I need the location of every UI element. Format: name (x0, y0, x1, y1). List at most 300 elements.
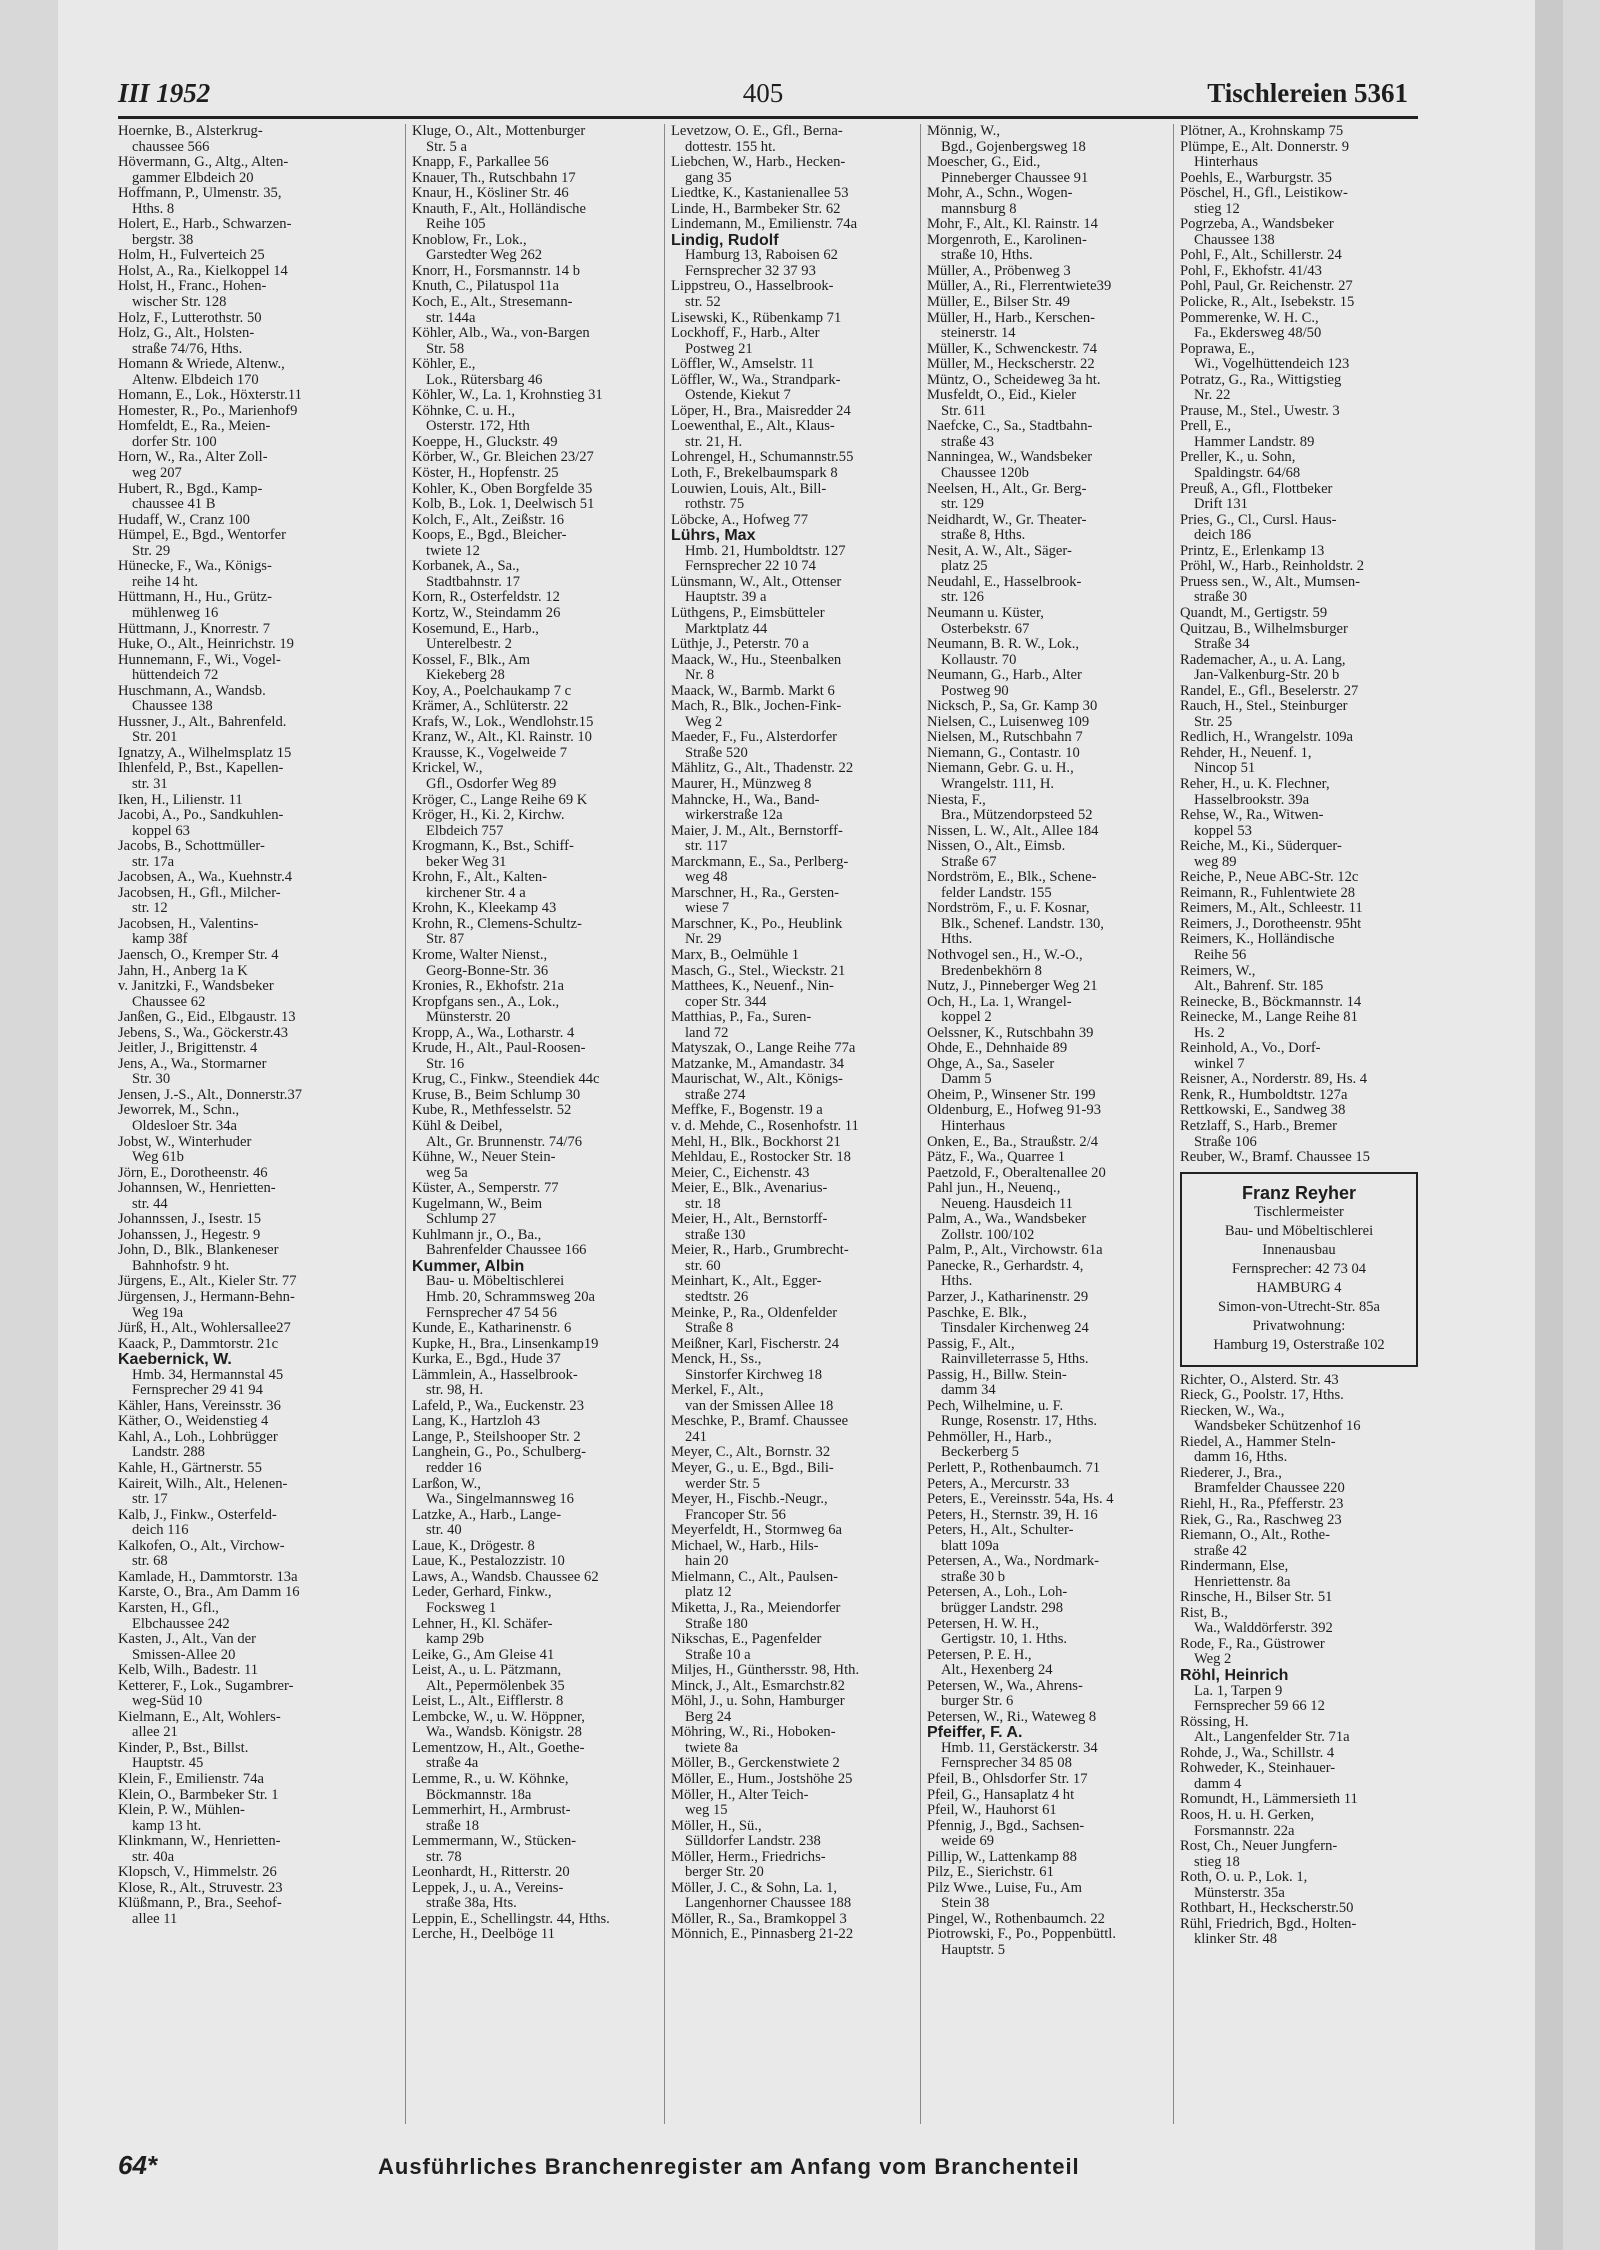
listing-entry: Pröhl, W., Harb., Reinholdstr. 2 (1180, 559, 1365, 575)
listing-continuation: Sinstorfer Kirchweg 18 (685, 1367, 822, 1383)
listing-entry: Petersen, H. W. H., (927, 1616, 1039, 1632)
listing-entry: Lemmerhirt, H., Armbrust- (412, 1803, 571, 1819)
listing-entry: Lüthje, J., Peterstr. 70 a (671, 637, 809, 653)
listing-entry: Johannssen, J., Isestr. 15 (118, 1212, 262, 1228)
listing-continuation: Fernsprecher 22 10 74 (685, 559, 816, 575)
listing-entry: Möller, J. C., & Sohn, La. 1, (671, 1880, 838, 1896)
listing-entry: Meyer, G., u. E., Bgd., Bili- (671, 1461, 834, 1477)
listing-entry: Jensen, J.-S., Alt., Donnerstr.37 (118, 1087, 303, 1103)
listing-entry: Lerche, H., Deelböge 11 (412, 1927, 555, 1943)
listing-entry: Koch, E., Alt., Stresemann- (412, 295, 573, 311)
listing-entry: Klein, P. W., Mühlen- (118, 1803, 245, 1819)
listing-continuation: Osterbekstr. 67 (941, 621, 1030, 637)
listing-entry: Krämer, A., Schlüterstr. 22 (412, 699, 569, 715)
listing-entry: Maack, W., Barmb. Markt 6 (671, 683, 835, 699)
listing-entry: Prause, M., Stel., Uwestr. 3 (1180, 403, 1340, 419)
listing-entry: Moescher, G., Eid., (927, 155, 1041, 171)
listing-entry: Lembcke, W., u. W. Höppner, (412, 1709, 585, 1725)
listing-continuation: Bra., Mützendorpsteed 52 (941, 808, 1093, 824)
listing-entry: Maurer, H., Münzweg 8 (671, 776, 812, 792)
listing-continuation: reihe 14 ht. (132, 574, 199, 590)
listing-entry: Möller, Herm., Friedrichs- (671, 1849, 826, 1865)
listing-entry: Peters, E., Vereinsstr. 54a, Hs. 4 (927, 1492, 1114, 1508)
listing-continuation: str. 18 (685, 1196, 721, 1212)
listing-continuation: stedtstr. 26 (685, 1290, 749, 1306)
listing-entry: Köster, H., Hopfenstr. 25 (412, 466, 559, 482)
listing-continuation: hüttendeich 72 (132, 668, 219, 684)
listing-entry: Mach, R., Blk., Jochen-Fink- (671, 699, 842, 715)
listing-continuation: Alt., Gr. Brunnenstr. 74/76 (426, 1134, 583, 1150)
listing-continuation: weg-Süd 10 (132, 1694, 203, 1710)
listing-continuation: damm 4 (1194, 1776, 1242, 1792)
listing-name-bold: Lührs, Max (671, 528, 756, 544)
listing-entry: Larßon, W., (412, 1476, 481, 1492)
listing-entry: Miljes, H., Günthersstr. 98, Hth. (671, 1663, 860, 1679)
listing-entry: Leist, A., u. L. Pätzmann, (412, 1663, 562, 1679)
listing-entry: Riek, G., Ra., Raschweg 23 (1180, 1512, 1342, 1528)
listing-continuation: str. 52 (685, 295, 721, 311)
listing-entry: Ohde, E., Dehnhaide 89 (927, 1041, 1068, 1057)
ad-line: Fernsprecher: 42 73 04 (1231, 1260, 1367, 1277)
listing-entry: Panecke, R., Gerhardstr. 4, (927, 1258, 1084, 1274)
listing-continuation: Straße 10 a (685, 1647, 751, 1663)
listing-entry: Krohn, K., Kleekamp 43 (412, 901, 557, 917)
listing-entry: Ketterer, F., Lok., Sugambrer- (118, 1678, 294, 1694)
listing-continuation: Hths. 8 (132, 201, 175, 217)
header-section-title: Tischlereien 5361 (1207, 78, 1408, 108)
listing-entry: Reimers, J., Dorotheenstr. 95ht (1180, 916, 1362, 932)
listing-entry: Koops, E., Bgd., Bleicher- (412, 528, 567, 544)
listing-entry: Klopsch, V., Himmelstr. 26 (118, 1865, 277, 1881)
listing-entry: Louwien, Louis, Alt., Bill- (671, 481, 827, 497)
listing-entry: Rist, B., (1180, 1605, 1228, 1621)
listing-continuation: kamp 13 ht. (132, 1818, 202, 1834)
listing-continuation: Weg 19a (132, 1305, 184, 1321)
listing-entry: Kronies, R., Ekhofstr. 21a (412, 979, 565, 995)
listing-continuation: Schlump 27 (426, 1212, 497, 1228)
listing-continuation: str. 68 (132, 1554, 168, 1570)
listing-entry: Nielsen, C., Luisenweg 109 (927, 714, 1090, 730)
listing-continuation: twiete 8a (685, 1740, 739, 1756)
listing-entry: Reinhold, A., Vo., Dorf- (1180, 1041, 1321, 1057)
listing-entry: Mönnig, W., (927, 124, 1000, 139)
listing-continuation: Spaldingstr. 64/68 (1194, 466, 1301, 482)
listing-continuation: wirkerstraße 12a (685, 808, 783, 824)
listing-entry: Matzanke, M., Amandastr. 34 (671, 1056, 845, 1072)
listing-entry: Potratz, G., Ra., Wittigstieg (1180, 372, 1342, 388)
listing-entry: Meffke, F., Bogenstr. 19 a (671, 1103, 823, 1119)
listing-entry: Rehder, H., Neuenf. 1, (1180, 745, 1312, 761)
listing-entry: Riecken, W., Wa., (1180, 1403, 1285, 1419)
listing-continuation: Fernsprecher 32 37 93 (685, 263, 816, 279)
listing-entry: Palm, A., Wa., Wandsbeker (927, 1212, 1087, 1228)
listing-continuation: platz 25 (941, 559, 988, 575)
listing-entry: Rost, Ch., Neuer Jungfern- (1180, 1839, 1338, 1855)
listing-entry: Jürgensen, J., Hermann-Behn- (118, 1290, 295, 1306)
listing-continuation: Kollaustr. 70 (941, 652, 1017, 668)
listing-entry: Policke, R., Alt., Isebekstr. 15 (1180, 295, 1355, 311)
listing-continuation: Fernsprecher 59 66 12 (1194, 1699, 1325, 1715)
listing-entry: Kielmann, E., Alt, Wohlers- (118, 1709, 281, 1725)
listing-continuation: Garstedter Weg 262 (426, 248, 543, 264)
listing-entry: Hümpel, E., Bgd., Wentorfer (118, 528, 286, 544)
listing-entry: Reinecke, B., Böckmannstr. 14 (1180, 994, 1362, 1010)
listing-entry: Riemann, O., Alt., Rothe- (1180, 1528, 1330, 1544)
listing-entry: Mehldau, E., Rostocker Str. 18 (671, 1150, 851, 1166)
listing-continuation: str. 44 (132, 1196, 168, 1212)
listing-entry: Krafs, W., Lok., Wendlohstr.15 (412, 714, 594, 730)
listing-continuation: kirchener Str. 4 a (426, 885, 526, 901)
listing-entry: Nordström, F., u. F. Kosnar, (927, 901, 1090, 917)
listing-entry: Kröger, H., Ki. 2, Kirchw. (412, 808, 565, 824)
listing-entry: Och, H., La. 1, Wrangel- (927, 994, 1072, 1010)
listing-entry: Meyer, C., Alt., Bornstr. 32 (671, 1445, 831, 1461)
listing-entry: Müller, K., Schwenckestr. 74 (927, 341, 1098, 357)
listing-continuation: brügger Landstr. 298 (941, 1600, 1063, 1616)
listing-entry: Palm, P., Alt., Virchowstr. 61a (927, 1243, 1103, 1259)
listing-entry: Mehl, H., Blk., Bockhorst 21 (671, 1134, 841, 1150)
ad-business-name: Franz Reyher (1241, 1182, 1357, 1203)
listing-entry: Lafeld, P., Wa., Euckenstr. 23 (412, 1398, 585, 1414)
listing-entry: Holz, F., Lutterothstr. 50 (118, 310, 262, 326)
listing-entry: Niesta, F., (927, 792, 986, 808)
listing-continuation: koppel 53 (1194, 823, 1252, 839)
listing-entry: Nothvogel sen., H., W.-O., (927, 947, 1083, 963)
listing-continuation: wiese 7 (685, 901, 730, 917)
ad-line: Privatwohnung: (1252, 1317, 1346, 1334)
listing-entry: Oelssner, K., Rutschbahn 39 (927, 1025, 1094, 1041)
listing-entry: Marckmann, E., Sa., Perlberg- (671, 854, 849, 870)
listing-continuation: weg 207 (132, 466, 182, 482)
listing-continuation: mühlenweg 16 (132, 605, 219, 621)
listing-entry: Lüthgens, P., Eimsbütteler (671, 605, 825, 621)
listing-continuation: Bramfelder Chaussee 220 (1194, 1481, 1345, 1497)
listing-entry: Müller, A., Pröbenweg 3 (927, 263, 1071, 279)
listing-entry: Lehner, H., Kl. Schäfer- (412, 1616, 553, 1632)
directory-page (58, 0, 1563, 2250)
listing-entry: Klinkmann, W., Henrietten- (118, 1834, 281, 1850)
listing-entry: Köhler, Alb., Wa., von-Bargen (412, 326, 590, 342)
listing-entry: Rehse, W., Ra., Witwen- (1180, 808, 1324, 824)
listing-entry: Nesit, A. W., Alt., Säger- (927, 543, 1072, 559)
listing-entry: Mielmann, C., Alt., Paulsen- (671, 1569, 839, 1585)
listing-continuation: str. 126 (941, 590, 984, 606)
listing-entry: Naefcke, C., Sa., Stadtbahn- (927, 419, 1093, 435)
listing-entry: Hüttmann, J., Knorrestr. 7 (118, 621, 271, 637)
listing-entry: Loth, F., Brekelbaumspark 8 (671, 466, 838, 482)
listing-continuation: land 72 (685, 1025, 729, 1041)
listing-entry: Kruse, B., Beim Schlump 30 (412, 1087, 581, 1103)
listing-entry: Petersen, A., Wa., Nordmark- (927, 1554, 1100, 1570)
listing-entry: Lockhoff, F., Harb., Alter (671, 326, 820, 342)
listing-entry: Krug, C., Finkw., Steendiek 44c (412, 1072, 600, 1088)
listing-continuation: straße 130 (685, 1227, 746, 1243)
scan-edge (1535, 0, 1563, 2250)
listing-entry: Neidhardt, W., Gr. Theater- (927, 512, 1087, 528)
listing-continuation: Drift 131 (1194, 497, 1248, 513)
ad-line: Bau- und Möbeltischlerei (1224, 1222, 1374, 1239)
listing-entry: Randel, E., Gfl., Beselerstr. 27 (1180, 683, 1359, 699)
listing-entry: Menck, H., Ss., (671, 1352, 762, 1368)
listing-continuation: van der Smissen Allee 18 (685, 1398, 834, 1414)
listing-continuation: Böckmannstr. 18a (426, 1787, 532, 1803)
listing-entry: Kühl & Deibel, (412, 1119, 503, 1134)
listing-continuation: Hauptstr. 5 (941, 1942, 1006, 1958)
listing-continuation: str. 31 (132, 776, 168, 792)
listing-entry: Quandt, M., Gertigstr. 59 (1180, 605, 1328, 621)
listing-entry: Holz, G., Alt., Holsten- (118, 326, 255, 342)
listing-continuation: str. 40 (426, 1523, 462, 1539)
listing-continuation: Alt., Langenfelder Str. 71a (1194, 1730, 1350, 1746)
listing-entry: Löffler, W., Amselstr. 11 (671, 357, 815, 373)
listing-entry: Kolch, F., Alt., Zeißstr. 16 (412, 512, 565, 528)
listing-continuation: Hauptstr. 45 (132, 1756, 204, 1772)
listing-entry: Jacobsen, A., Wa., Kuehnstr.4 (118, 870, 293, 886)
listing-entry: Reinecke, M., Lange Reihe 81 (1180, 1010, 1358, 1026)
listing-continuation: Weg 2 (685, 714, 723, 730)
listing-entry: Plümpe, E., Alt. Donnerstr. 9 (1180, 139, 1350, 155)
listing-continuation: redder 16 (426, 1461, 482, 1477)
listing-entry: Kamlade, H., Dammtorstr. 13a (118, 1569, 298, 1585)
listing-entry: Kalkofen, O., Alt., Virchow- (118, 1538, 285, 1554)
listing-entry: Hubert, R., Bgd., Kamp- (118, 481, 263, 497)
listing-entry: Rettkowski, E., Sandweg 38 (1180, 1103, 1346, 1119)
listing-entry: Knauer, Th., Rutschbahn 17 (412, 170, 576, 186)
listing-entry: Hunnemann, F., Wi., Vogel- (118, 652, 281, 668)
listing-entry: Ohge, A., Sa., Saseler (927, 1056, 1055, 1072)
listing-continuation: Beckerberg 5 (941, 1445, 1019, 1461)
listing-entry: Müntz, O., Scheideweg 3a ht. (927, 372, 1101, 388)
listing-continuation: Marktplatz 44 (685, 621, 768, 637)
listing-continuation: Hths. (941, 1274, 973, 1290)
listing-continuation: str. 129 (941, 497, 984, 513)
listing-continuation: Chaussee 120b (941, 466, 1029, 482)
listing-continuation: Hamburg 13, Raboisen 62 (685, 248, 838, 264)
listing-continuation: Bau- u. Möbeltischlerei (426, 1274, 565, 1290)
listing-continuation: straße 74/76, Hths. (132, 341, 243, 357)
listing-entry: Leppek, J., u. A., Vereins- (412, 1880, 564, 1896)
listing-entry: Laue, K., Drögestr. 8 (412, 1538, 535, 1554)
listing-entry: Rieck, G., Poolstr. 17, Hths. (1180, 1388, 1344, 1404)
listing-continuation: str. 17 (132, 1492, 168, 1508)
listing-entry: Krude, H., Alt., Paul-Roosen- (412, 1041, 586, 1057)
listing-entry: Kranz, W., Alt., Kl. Rainstr. 10 (412, 730, 592, 746)
listing-name-bold: Pfeiffer, F. A. (927, 1725, 1023, 1741)
listing-entry: Jens, A., Wa., Stormarner (118, 1056, 267, 1072)
listing-entry: Roth, O. u. P., Lok. 1, (1180, 1870, 1308, 1886)
listing-continuation: gang 35 (685, 170, 732, 186)
listing-entry: Oheim, P., Winsener Str. 199 (927, 1087, 1096, 1103)
listing-entry: Pillip, W., Lattenkamp 88 (927, 1849, 1077, 1865)
listing-entry: John, D., Blk., Blankeneser (118, 1243, 279, 1259)
listing-entry: Möller, H., Sü., (671, 1818, 762, 1834)
listing-continuation: Forsmannstr. 22a (1194, 1823, 1295, 1839)
listing-entry: Reimers, W., (1180, 963, 1256, 979)
listing-entry: Knaur, H., Kösliner Str. 46 (412, 186, 569, 202)
listing-entry: Löper, H., Bra., Maisredder 24 (671, 403, 851, 419)
listing-entry: Pohl, F., Alt., Schillerstr. 24 (1180, 248, 1342, 264)
listing-entry: Jacobi, A., Po., Sandkuhlen- (118, 808, 284, 824)
listing-entry: Knuth, C., Pilatuspol 11a (412, 279, 560, 295)
listing-entry: Levetzow, O. E., Gfl., Berna- (671, 124, 843, 139)
listing-continuation: Wa., Singelmannsweg 16 (426, 1492, 574, 1508)
listing-continuation: straße 43 (941, 434, 995, 450)
listing-entry: Küster, A., Semperstr. 77 (412, 1181, 559, 1197)
listing-entry: Löbcke, A., Hofweg 77 (671, 512, 808, 528)
listing-entry: Kurka, E., Bgd., Hude 37 (412, 1352, 561, 1368)
listing-entry: Müller, E., Bilser Str. 49 (927, 295, 1070, 311)
listing-entry: Hussner, J., Alt., Bahrenfeld. (118, 714, 287, 730)
listing-entry: Niemann, Gebr. G. u. H., (927, 761, 1074, 777)
ad-line: Hamburg 19, Osterstraße 102 (1213, 1336, 1385, 1353)
listing-continuation: weide 69 (941, 1834, 995, 1850)
listing-entry: Meschke, P., Bramf. Chaussee (671, 1414, 849, 1430)
listing-continuation: klinker Str. 48 (1194, 1932, 1278, 1948)
listing-continuation: felder Landstr. 155 (941, 885, 1052, 901)
listing-entry: Latzke, A., Harb., Lange- (412, 1507, 562, 1523)
ad-line: HAMBURG 4 (1256, 1279, 1342, 1296)
listing-entry: Neumann u. Küster, (927, 605, 1044, 621)
listing-entry: Müller, H., Harb., Kerschen- (927, 310, 1095, 326)
listing-entry: Ihlenfeld, P., Bst., Kapellen- (118, 761, 284, 777)
listing-continuation: Alt., Hexenberg 24 (941, 1663, 1053, 1679)
listing-entry: Johanssen, J., Hegestr. 9 (118, 1227, 261, 1243)
listing-entry: Köhler, W., La. 1, Krohnstieg 31 (412, 388, 603, 404)
listing-entry: Jobst, W., Winterhuder (118, 1134, 252, 1150)
listing-entry: Kinder, P., Bst., Billst. (118, 1740, 249, 1756)
listing-entry: Kropfgans sen., A., Lok., (412, 994, 560, 1010)
listing-entry: Jürgens, E., Alt., Kieler Str. 77 (118, 1274, 297, 1290)
listing-entry: Mahncke, H., Wa., Band- (671, 792, 820, 808)
listing-entry: Lemme, R., u. W. Köhnke, (412, 1771, 569, 1787)
listing-entry: Prell, E., (1180, 419, 1232, 435)
listing-entry: Petersen, P. E. H., (927, 1647, 1032, 1663)
listing-continuation: Weg 2 (1194, 1652, 1232, 1668)
listing-continuation: straße 8, Hths. (941, 528, 1026, 544)
listing-entry: Köhnke, C. u. H., (412, 403, 515, 419)
listing-entry: Kalb, J., Finkw., Osterfeld- (118, 1507, 277, 1523)
listing-entry: Nicksch, P., Sa, Gr. Kamp 30 (927, 699, 1098, 715)
listing-entry: Knoblow, Fr., Lok., (412, 232, 527, 248)
listing-continuation: Gfl., Osdorfer Weg 89 (426, 776, 557, 792)
listing-continuation: gammer Elbdeich 20 (132, 170, 254, 186)
listing-continuation: allee 21 (132, 1725, 178, 1741)
ad-line: Simon-von-Utrecht-Str. 85a (1218, 1298, 1380, 1315)
listing-entry: Musfeldt, O., Eid., Kieler (927, 388, 1077, 404)
listing-entry: Karsten, H., Gfl., (118, 1600, 219, 1616)
listing-entry: Laws, A., Wandsb. Chaussee 62 (412, 1569, 599, 1585)
listing-entry: Roos, H. u. H. Gerken, (1180, 1807, 1315, 1823)
listing-entry: Meier, R., Harb., Grumbrecht- (671, 1243, 849, 1259)
listing-entry: Kühne, W., Neuer Stein- (412, 1150, 556, 1166)
listing-entry: Masch, G., Stel., Wieckstr. 21 (671, 963, 846, 979)
listing-entry: Lang, K., Hartzloh 43 (412, 1414, 541, 1430)
listing-entry: Kohler, K., Oben Borgfelde 35 (412, 481, 593, 497)
listing-entry: Kube, R., Methfesselstr. 52 (412, 1103, 572, 1119)
listing-name-bold: Kaebernick, W. (118, 1352, 232, 1368)
listing-entry: Richter, O., Alsterd. Str. 43 (1180, 1372, 1339, 1388)
listing-continuation: Langenhorner Chaussee 188 (685, 1896, 852, 1912)
listing-name-bold: Kummer, Albin (412, 1258, 525, 1275)
listing-entry: Passig, F., Alt., (927, 1336, 1015, 1352)
listing-entry: Meier, C., Eichenstr. 43 (671, 1165, 810, 1181)
listing-entry: Nordström, E., Blk., Schene- (927, 870, 1097, 886)
listing-entry: Krohn, F., Alt., Kalten- (412, 870, 548, 886)
listing-entry: Laue, K., Pestalozzistr. 10 (412, 1554, 565, 1570)
listing-continuation: str. 117 (685, 839, 728, 855)
listing-entry: Mönnich, E., Pinnasberg 21-22 (671, 1927, 854, 1943)
listing-continuation: Blk., Schenef. Landstr. 130, (941, 916, 1104, 932)
listing-entry: Hünecke, F., Wa., Königs- (118, 559, 272, 575)
listing-continuation: Str. 201 (132, 730, 178, 746)
listing-continuation: Fernsprecher 47 54 56 (426, 1305, 557, 1321)
listing-name-bold: Lindig, Rudolf (671, 232, 779, 249)
listing-continuation: Straße 8 (685, 1321, 734, 1337)
listing-entry: Quitzau, B., Wilhelmsburger (1180, 621, 1348, 637)
listing-entry: Jaensch, O., Kremper Str. 4 (118, 947, 279, 963)
listing-entry: Krickel, W., (412, 761, 483, 777)
listing-continuation: Nincop 51 (1194, 761, 1256, 777)
listing-entry: Reisner, A., Norderstr. 89, Hs. 4 (1180, 1072, 1368, 1088)
directory-column (412, 124, 650, 2129)
listing-entry: Kropp, A., Wa., Lotharstr. 4 (412, 1025, 575, 1041)
listing-entry: Paetzold, F., Oberaltenallee 20 (927, 1165, 1106, 1181)
footer-page-mark: 64* (118, 2150, 158, 2180)
listing-entry: Jeitler, J., Brigittenstr. 4 (118, 1041, 258, 1057)
listing-entry: Rode, F., Ra., Güstrower (1180, 1636, 1325, 1652)
listing-entry: Mählitz, G., Alt., Thadenstr. 22 (671, 761, 854, 777)
listing-entry: Mohr, F., Alt., Kl. Rainstr. 14 (927, 217, 1098, 233)
listing-entry: Pech, Wilhelmine, u. F. (927, 1398, 1064, 1414)
listing-continuation: Nr. 8 (685, 668, 715, 684)
listing-entry: Petersen, W., Ri., Wateweg 8 (927, 1709, 1097, 1725)
listing-continuation: bergstr. 38 (132, 232, 194, 248)
listing-entry: Kaireit, Wilh., Alt., Helenen- (118, 1476, 288, 1492)
listing-continuation: Francoper Str. 56 (685, 1507, 786, 1523)
listing-entry: Lemmermann, W., Stücken- (412, 1834, 577, 1850)
listing-continuation: Straße 67 (941, 854, 997, 870)
listing-entry: Möhl, J., u. Sohn, Hamburger (671, 1694, 845, 1710)
listing-entry: Rindermann, Else, (1180, 1559, 1289, 1575)
listing-continuation: Kiekeberg 28 (426, 668, 505, 684)
listing-entry: Kossel, F., Blk., Am (412, 652, 531, 668)
listing-entry: Matthias, P., Fa., Suren- (671, 1010, 812, 1026)
listing-entry: Meinhart, K., Alt., Egger- (671, 1274, 822, 1290)
listing-continuation: weg 15 (685, 1803, 728, 1819)
listing-entry: Nutz, J., Pinneberger Weg 21 (927, 979, 1098, 995)
listing-entry: Pöschel, H., Gfl., Leistikow- (1180, 186, 1348, 202)
listing-entry: Korn, R., Osterfeldstr. 12 (412, 590, 560, 606)
listing-entry: Lippstreu, O., Hasselbrook- (671, 279, 834, 295)
listing-continuation: Nr. 29 (685, 932, 722, 948)
listing-entry: Redlich, H., Wrangelstr. 109a (1180, 730, 1354, 746)
listing-continuation: Str. 58 (426, 341, 465, 357)
listing-entry: Lohrengel, H., Schumannstr.55 (671, 450, 854, 466)
listing-continuation: Hasselbrookstr. 39a (1194, 792, 1310, 808)
listing-continuation: Landstr. 288 (132, 1445, 205, 1461)
listing-continuation: stieg 18 (1194, 1854, 1240, 1870)
listing-entry: Poehls, E., Warburgstr. 35 (1180, 170, 1332, 186)
listing-entry: Neumann, B. R. W., Lok., (927, 637, 1080, 653)
listing-entry: Rademacher, A., u. A. Lang, (1180, 652, 1346, 668)
listing-entry: Maack, W., Hu., Steenbalken (671, 652, 842, 668)
listing-entry: Reimann, R., Fuhlentwiete 28 (1180, 885, 1356, 901)
listing-continuation: Straße 106 (1194, 1134, 1257, 1150)
listing-entry: Rohweder, K., Steinhauer- (1180, 1761, 1336, 1777)
listing-continuation: Str. 16 (426, 1056, 465, 1072)
listing-continuation: Münsterstr. 35a (1194, 1885, 1285, 1901)
listing-continuation: Hmb. 21, Humboldtstr. 127 (685, 543, 846, 559)
